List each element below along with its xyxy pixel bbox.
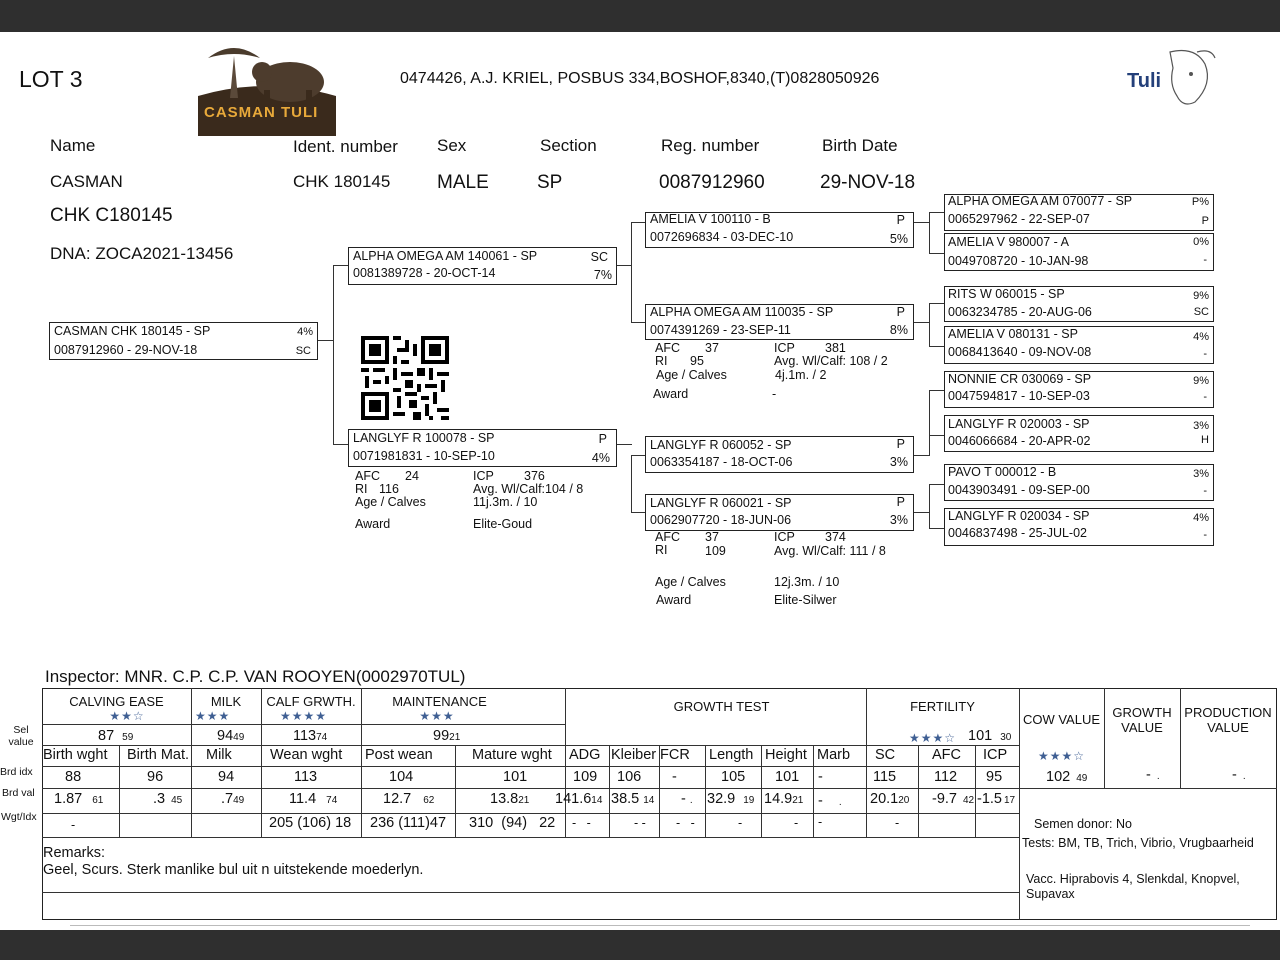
col-fcr: FCR [660, 747, 690, 763]
pedigree-ggp-1: ALPHA OMEGA AM 070077 - SP P% 0065297962 - 22-SEP-07 P [944, 194, 1214, 231]
maintenance-sel: 9921 [433, 728, 461, 744]
col-afc: AFC [932, 747, 961, 763]
brd-val-cell: - . [681, 791, 693, 807]
pedigree-self: CASMAN CHK 180145 - SP 4% 0087912960 - 29-NOV-18 SC [49, 322, 318, 360]
brd-val-cell: 32.9 19 [707, 791, 755, 807]
col-birth-mat: Birth Mat. [127, 747, 190, 763]
wgt-idx-cell: - [794, 816, 799, 830]
brd-val-cell: 14.921 [764, 791, 804, 807]
pedigree-dam-sire: LANGLYF R 060052 - SP P 0063354187 - 18-OCT-06 3% [645, 436, 914, 473]
reg-label: Reg. number [661, 136, 760, 155]
brd-val-cell: -1.5 17 [977, 791, 1016, 807]
brd-idx-cell: - [818, 769, 823, 785]
cow-value-stars: ★★★☆ [1037, 749, 1086, 763]
maintenance-stars: ★★★ [419, 709, 455, 723]
calving-sel: 87 59 [98, 728, 134, 744]
wgt-idx-cell: - - [572, 816, 591, 830]
brd-val-cell: 12.7 62 [383, 791, 435, 807]
section-value: SP [537, 172, 563, 193]
brd-val-cell: .3 45 [153, 791, 183, 807]
brd-idx-cell: 101 [775, 769, 800, 785]
birth-date: 29-NOV-18 [820, 172, 916, 193]
col-height: Height [765, 747, 807, 763]
brd-val-cell: 141.614 [555, 791, 603, 807]
ident-label: Ident. number [293, 137, 398, 156]
remarks-label: Remarks: [43, 845, 106, 861]
pedigree-ggp-5: NONNIE CR 030069 - SP 9% 0047594817 - 10-SEP-03 - [944, 371, 1214, 408]
group-growth-test: GROWTH TEST [673, 699, 770, 714]
brd-val-cell: - . [818, 793, 842, 809]
col-marb: Marb [817, 747, 851, 763]
group-production-value: PRODUCTION VALUE [1184, 705, 1272, 735]
brd-val-cell: 13.821 [490, 791, 530, 807]
cow-value: 102 49 [1046, 769, 1088, 785]
top-bar [0, 0, 1280, 32]
col-kleiber: Kleiber [611, 747, 657, 763]
brd-val-cell: 38.5 14 [611, 791, 655, 807]
birth-label: Birth Date [822, 136, 898, 155]
brd-idx-cell: 109 [573, 769, 598, 785]
pedigree-ggp-6: LANGLYF R 020003 - SP 3% 0046066684 - 20-APR-02 H [944, 415, 1214, 452]
tests: Tests: BM, TB, Trich, Vibrio, Vrugbaarheid [1022, 836, 1254, 850]
calf-growth-sel: 11374 [293, 728, 328, 744]
group-calving-ease: CALVING EASE [69, 694, 164, 709]
bottom-bar [0, 930, 1280, 960]
brd-idx-cell: - [672, 769, 677, 785]
brd-val-cell: 1.87 61 [54, 791, 104, 807]
production-value: - . [1232, 767, 1246, 783]
group-cow-value: COW VALUE [1022, 712, 1101, 727]
wgt-idx-cell: - - [634, 816, 646, 830]
name-label: Name [50, 136, 96, 155]
semen-donor: Semen donor: No [1034, 817, 1132, 831]
group-milk: MILK [210, 694, 242, 709]
group-calf-growth: CALF GRWTH. [266, 694, 356, 709]
brd-idx-cell: 105 [721, 769, 746, 785]
milk-sel: 9449 [217, 728, 245, 744]
casman-tuli-logo [198, 36, 336, 136]
brd-idx-cell: 113 [294, 769, 318, 785]
col-mature-wght: Mature wght [472, 747, 552, 763]
wgt-idx-cell: 205 (106) 18 [269, 815, 352, 831]
brd-idx-cell: 88 [65, 769, 82, 785]
col-wean-wght: Wean wght [270, 747, 343, 763]
remarks-text: Geel, Scurs. Sterk manlike bul uit n uitstekende moederlyn. [43, 862, 424, 878]
row-label-brd-idx: Brd idx [0, 766, 33, 778]
fertility-sel: 101 30 [968, 728, 1012, 744]
ident-number: CHK 180145 [293, 172, 391, 191]
wgt-idx-cell: - [738, 816, 743, 830]
milk-stars: ★★★ [195, 709, 231, 723]
col-length: Length [709, 747, 754, 763]
brd-idx-cell: 95 [986, 769, 1003, 785]
logo-text: CASMAN TULI [204, 104, 319, 121]
sex-label: Sex [437, 136, 467, 155]
pedigree-sire-dam: ALPHA OMEGA AM 110035 - SP P 0074391269 - 23-SEP-11 8% [645, 304, 914, 340]
brd-val-cell: -9.7 42 [932, 791, 975, 807]
animal-code: CHK C180145 [50, 205, 173, 226]
wgt-idx-cell: - [895, 816, 900, 830]
brd-val-cell: 20.120 [870, 791, 910, 807]
sex-value: MALE [437, 172, 489, 193]
row-label-sel: Sel value [8, 724, 34, 748]
wgt-idx-cell: - [818, 815, 823, 829]
tuli-logo [1125, 44, 1220, 114]
wgt-idx-cell: - - [676, 816, 695, 830]
row-label-wgt-idx: Wgt/Idx [1, 811, 37, 823]
reg-number: 0087912960 [659, 172, 765, 193]
wgt-idx-cell: 236 (111)47 [370, 815, 447, 831]
pedigree-ggp-4: AMELIA V 080131 - SP 4% 0068413640 - 09-NOV-08 - [944, 326, 1214, 364]
animal-name: CASMAN [50, 172, 123, 191]
group-fertility: FERTILITY [910, 699, 975, 714]
pedigree-sire: ALPHA OMEGA AM 140061 - SP SC 0081389728 - 20-OCT-14 7% [348, 247, 617, 285]
pedigree-dam: LANGLYF R 100078 - SP P 0071981831 - 10-SEP-10 4% [348, 429, 617, 467]
pedigree-ggp-8: LANGLYF R 020034 - SP 4% 0046837498 - 25-JUL-02 - [944, 508, 1214, 546]
col-birth-wght: Birth wght [43, 747, 108, 763]
growth-value: - . [1146, 767, 1160, 783]
owner-info: 0474426, A.J. KRIEL, POSBUS 334,BOSHOF,8340,(T)0828050926 [400, 70, 880, 87]
brd-idx-cell: 94 [218, 769, 235, 785]
brd-idx-cell: 104 [389, 769, 414, 785]
col-sc: SC [875, 747, 896, 763]
brd-idx-cell: 101 [503, 769, 528, 785]
pedigree-ggp-3: RITS W 060015 - SP 9% 0063234785 - 20-AUG-06 SC [944, 286, 1214, 322]
pedigree-ggp-2: AMELIA V 980007 - A 0% 0049708720 - 10-JAN-98 - [944, 233, 1214, 271]
inspector: Inspector: MNR. C.P. C.P. VAN ROOYEN(0002970TUL) [45, 667, 466, 686]
group-growth-value: GROWTH VALUE [1112, 705, 1172, 735]
wgt-idx-cell: 310 (94) 22 [469, 815, 556, 831]
fertility-stars: ★★★☆ [909, 731, 957, 745]
brd-idx-cell: 115 [873, 769, 897, 785]
col-post-wean: Post wean [365, 747, 433, 763]
pedigree-sire-sire: AMELIA V 100110 - B P 0072696834 - 03-DEC-10 5% [645, 212, 914, 248]
section-label: Section [540, 136, 597, 155]
dna-code: DNA: ZOCA2021-13456 [50, 244, 234, 263]
col-adg: ADG [569, 747, 601, 763]
pedigree-ggp-7: PAVO T 000012 - B 3% 0043903491 - 09-SEP-00 - [944, 464, 1214, 501]
tuli-logo-text: Tuli [1127, 70, 1162, 92]
pedigree-dam-dam: LANGLYF R 060021 - SP P 0062907720 - 18-JUN-06 3% [645, 494, 914, 531]
qr-code [361, 336, 449, 420]
brd-idx-cell: 112 [934, 769, 958, 785]
calving-stars: ★★☆ [109, 709, 145, 723]
vaccinations: Vacc. Hiprabovis 4, Slenkdal, Knopvel, Supavax [1026, 872, 1240, 901]
brd-idx-cell: 106 [617, 769, 642, 785]
row-label-brd-val: Brd val [2, 787, 35, 799]
brd-val-cell: 11.4 74 [289, 791, 338, 807]
lot-number: LOT 3 [19, 66, 83, 92]
wgt-idx-cell: - [71, 818, 76, 832]
col-milk: Milk [206, 747, 232, 763]
col-icp: ICP [983, 747, 1008, 763]
calf-growth-stars: ★★★★ [279, 709, 328, 723]
brd-idx-cell: 96 [147, 769, 164, 785]
brd-val-cell: .749 [221, 791, 245, 807]
group-maintenance: MAINTENANCE [392, 694, 487, 709]
